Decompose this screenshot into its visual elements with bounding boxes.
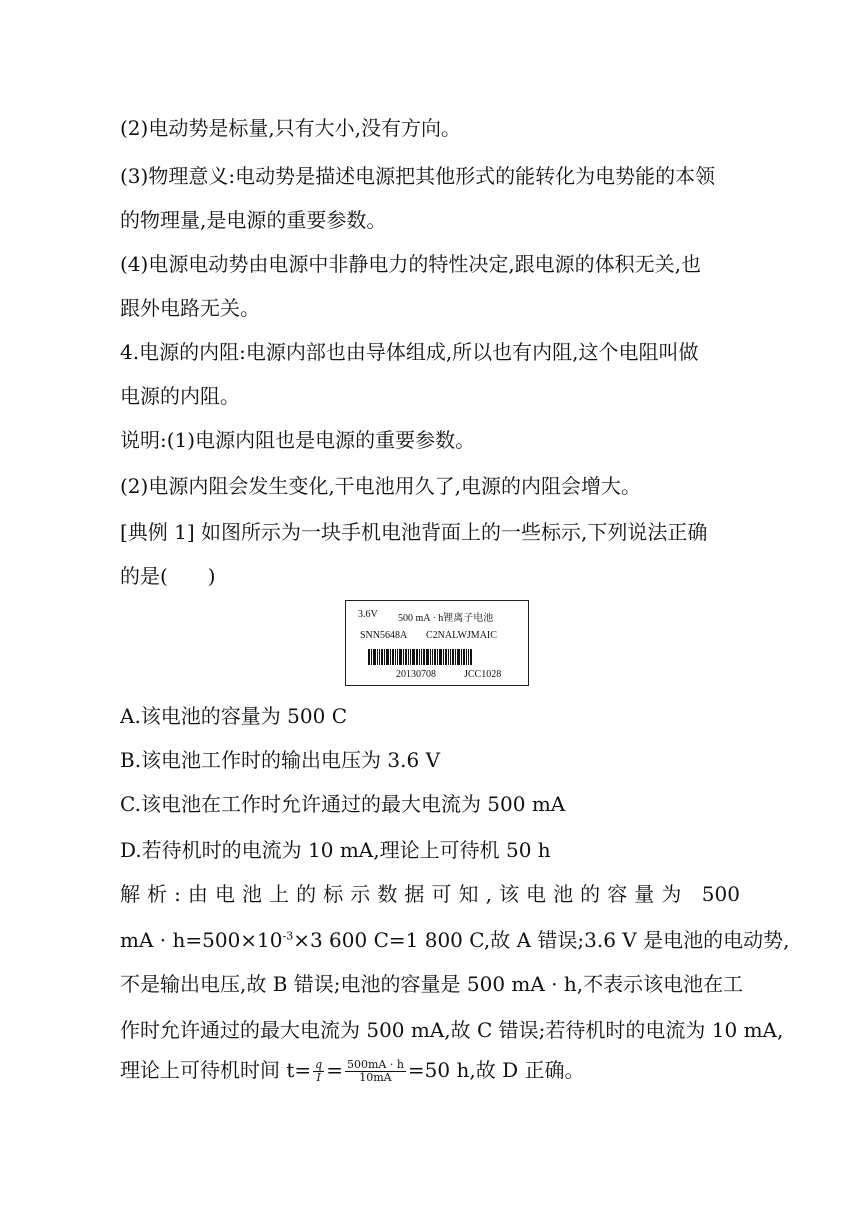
- label-code: C2NALWJMAIC: [426, 630, 497, 641]
- solution-line: 不是输出电压,故 B 错误;电池的容量是 500 mA · h,不表示该电池在工: [120, 972, 744, 996]
- text-line: 4.电源的内阻:电源内部也由导体组成,所以也有内阻,这个电阻叫做: [120, 340, 699, 364]
- text-line: (2)电源内阻会发生变化,干电池用久了,电源的内阻会增大。: [120, 474, 642, 498]
- text-line: 说明:(1)电源内阻也是电源的重要参数。: [120, 428, 476, 452]
- battery-label-figure: [345, 600, 529, 686]
- text-line: 的物理量,是电源的重要参数。: [120, 208, 387, 232]
- text-line: 电源的内阻。: [120, 384, 240, 408]
- text-line: (3)物理意义:电动势是描述电源把其他形式的能转化为电势能的本领: [120, 164, 716, 188]
- label-capacity: 500 mA · h锂离子电池: [398, 613, 494, 624]
- label-date: 20130708: [396, 669, 436, 680]
- barcode: [368, 649, 504, 665]
- option-a: A.该电池的容量为 500 C: [120, 704, 347, 728]
- solution-line: 作时允许通过的最大电流为 500 mA,故 C 错误;若待机时的电流为 10 mA,: [120, 1018, 784, 1042]
- label-serial: SNN5648A: [360, 630, 408, 641]
- option-d: D.若待机时的电流为 10 mA,理论上可待机 50 h: [120, 838, 551, 862]
- solution-formula-line: 理论上可待机时间 t= $\frac{q}{I}$ = $\frac{500mA \cdot h}{10mA}$ =50 h,故 D 正确。: [120, 1058, 585, 1084]
- fraction-q-over-i: $\frac{q}{I}$: [315, 1058, 323, 1084]
- text-line: (2)电动势是标量,只有大小,没有方向。: [120, 116, 462, 140]
- option-b: B.该电池工作时的输出电压为 3.6 V: [120, 748, 441, 772]
- label-voltage: 3.6V: [358, 609, 378, 620]
- text-line: 的是( ): [120, 564, 216, 588]
- text-line: (4)电源电动势由电源中非静电力的特性决定,跟电源的体积无关,也: [120, 252, 702, 276]
- solution-line: mA · $h=500\times 10^{-3}\times 3$ 600 C=1 800 C,故 A 错误;3.6 V 是电池的电动势,: [120, 928, 790, 952]
- solution-line: 解析:由电池上的标示数据可知,该电池的容量为 500: [120, 882, 740, 906]
- option-c: C.该电池在工作时允许通过的最大电流为 500 mA: [120, 792, 566, 816]
- example-heading: [典例 1] 如图所示为一块手机电池背面上的一些标示,下列说法正确: [120, 520, 708, 544]
- fraction-capacity-over-current: $\frac{500mA \cdot h}{10mA}$: [346, 1058, 404, 1084]
- text-line: 跟外电路无关。: [120, 296, 260, 320]
- label-model: JCC1028: [464, 669, 502, 680]
